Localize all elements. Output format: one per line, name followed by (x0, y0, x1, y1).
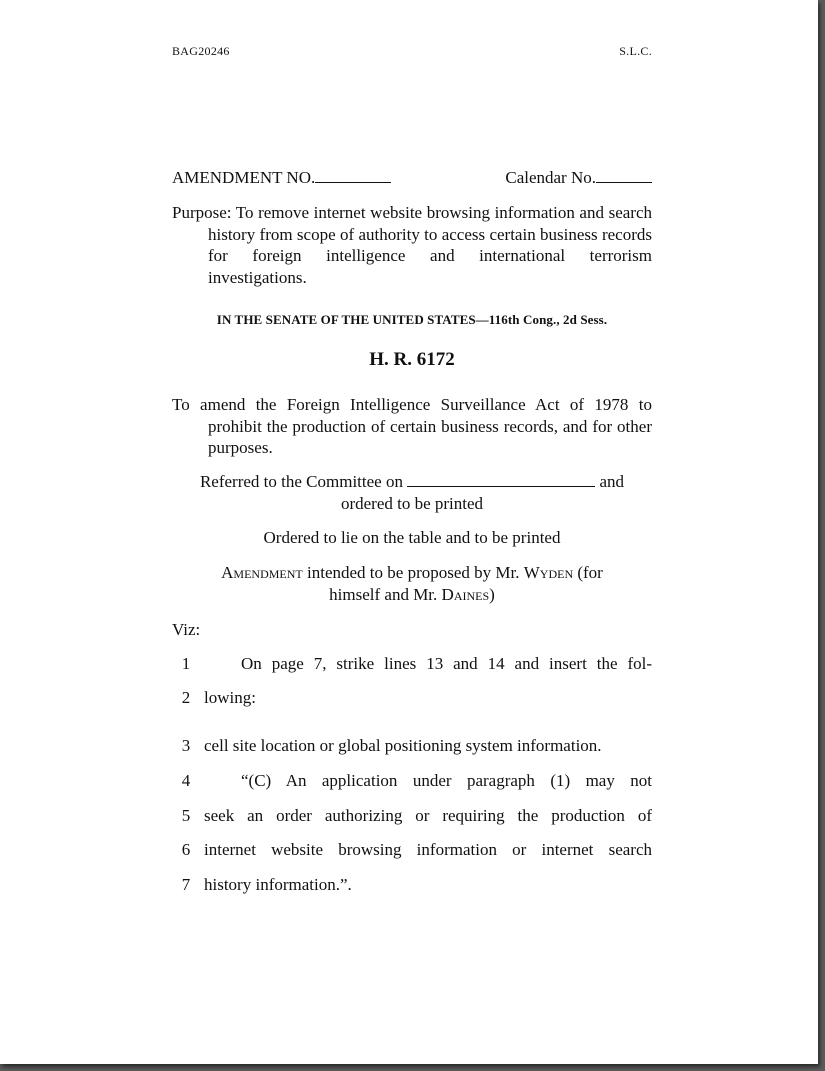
line-number: 4 (181, 771, 191, 790)
intended-text-1: intended to be proposed by Mr. (307, 563, 520, 582)
calendar-number-label: Calendar No. (505, 168, 596, 187)
intended-text-2: (for (577, 563, 603, 582)
line-text: seek an order authorizing or requiring the production of (204, 806, 652, 825)
line-number: 1 (181, 654, 191, 673)
intended-text-3: himself and Mr. (329, 585, 438, 604)
amendment-word: Amendment (221, 563, 303, 582)
referred-prefix: Referred to the Committee on (199, 472, 403, 491)
amendment-number-label: AMENDMENT NO. (172, 168, 316, 187)
line-number: 6 (181, 840, 191, 859)
intended-text-4: ) (489, 585, 495, 604)
slc-label: S.L.C. (619, 44, 652, 58)
referred-block (172, 471, 652, 515)
bill-number: H. R. 6172 (369, 349, 455, 370)
committee-blank (407, 472, 595, 487)
cosponsor-name: Daines (441, 585, 490, 604)
amendment-number-line (172, 167, 391, 189)
intended-block (172, 562, 652, 606)
line-number: 7 (181, 875, 191, 894)
referred-suffix: and (599, 472, 625, 491)
senate-session-line: IN THE SENATE OF THE UNITED STATES—116th Cong., 2d Sess. (216, 312, 608, 327)
viz-label: Viz: (172, 620, 201, 639)
bill-title: To amend the Foreign Intelligence Surveillance Act of 1978 to prohibit the production of certain business records, and for other purposes. (172, 395, 652, 457)
line-text: On page 7, strike lines 13 and 14 and insert the fol- (241, 654, 652, 673)
sponsor-name: Wyden (523, 563, 574, 582)
line-text: cell site location or global positioning system information. (204, 736, 602, 755)
line-text: “(C) An application under paragraph (1) may not (241, 771, 652, 790)
purpose-paragraph: Purpose: To remove internet website browsing information and search history from scope of authority to access certain business records for foreign intelligence and international terrorism investigations. (172, 203, 652, 287)
line-number: 3 (181, 736, 191, 755)
line-number: 2 (181, 688, 191, 707)
intended-line-2 (172, 584, 652, 606)
referred-line-1 (172, 471, 652, 493)
line-number: 5 (181, 806, 191, 825)
line-text: internet website browsing information or internet search (204, 840, 652, 859)
line-text: lowing: (204, 688, 256, 707)
document-id: BAG20246 (172, 44, 230, 58)
intended-line-1 (172, 562, 652, 584)
calendar-number-line (505, 167, 652, 189)
calendar-number-blank (596, 168, 652, 183)
amendment-number-blank (315, 168, 391, 183)
ordered-line: Ordered to lie on the table and to be printed (263, 528, 561, 547)
referred-line-2: ordered to be printed (340, 494, 484, 513)
line-text: history information.”. (204, 875, 352, 894)
